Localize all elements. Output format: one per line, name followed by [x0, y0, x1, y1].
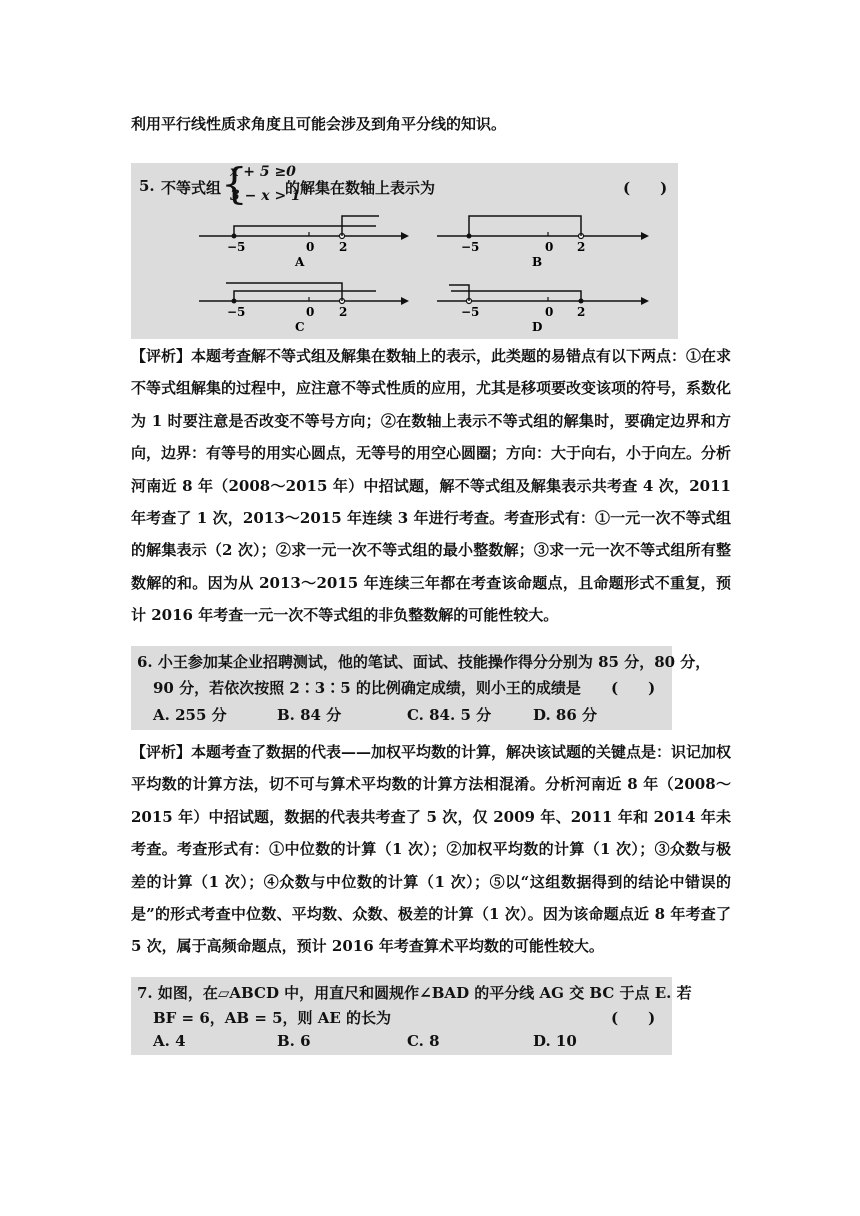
q7-line2: BF = 6，AB = 5，则 AE 的长为 — [153, 1009, 392, 1027]
option-label-d: D — [532, 320, 543, 334]
q6-answer-bracket: ( ) — [611, 679, 656, 697]
q5-brace: { — [221, 159, 248, 208]
q7-line1: 7. 如图，在▱ABCD 中，用直尺和圆规作∠BAD 的平分线 AG 交 BC 于点 E. 若 — [137, 984, 692, 1002]
q5-answer-bracket: ( ) — [623, 179, 668, 197]
q6-line2: 90 分，若依次按照 2∶3∶5 的比例确定成绩，则小王的成绩是 — [153, 679, 581, 697]
q6-option-d: D. 86 分 — [533, 706, 598, 724]
q7-option-a: A. 4 — [153, 1032, 186, 1050]
tick-label-2: 2 — [339, 305, 348, 319]
tick-label-neg5: −5 — [227, 240, 246, 254]
tick-label-2: 2 — [577, 240, 586, 254]
number-line-option-d — [437, 285, 649, 334]
option-label-c: C — [295, 320, 305, 334]
question-6-box — [131, 646, 711, 730]
q6-line1: 6. 小王参加某企业招聘测试，他的笔试、面试、技能操作得分分别为 85 分，80 分， — [137, 653, 711, 671]
q6-option-a: A. 255 分 — [153, 706, 227, 724]
question-7-box — [131, 977, 692, 1055]
q6-option-b: B. 84 分 — [277, 706, 342, 724]
number-line-option-b — [437, 216, 649, 269]
question-5-box — [131, 159, 678, 339]
tick-label-0: 0 — [545, 240, 554, 254]
tick-label-0: 0 — [306, 305, 315, 319]
q5-prompt-after: 的解集在数轴上表示为 — [285, 179, 436, 197]
number-line-option-a — [199, 216, 409, 269]
intro-text: 利用平行线性质求角度且可能会涉及到角平分线的知识。 — [131, 115, 507, 133]
tick-label-2: 2 — [577, 305, 586, 319]
q5-system-line1: x + 5 ≥0 — [230, 164, 296, 180]
tick-label-neg5: −5 — [461, 240, 480, 254]
q5-number: 5. — [139, 177, 155, 195]
option-label-b: B — [532, 255, 543, 269]
tick-label-0: 0 — [545, 305, 554, 319]
q7-answer-bracket: ( ) — [611, 1009, 656, 1027]
q5-number-lines — [131, 159, 678, 339]
tick-label-neg5: −5 — [461, 305, 480, 319]
q5-analysis: 【评析】本题考查解不等式组及解集在数轴上的表示，此类题的易错点有以下两点：①在求不等式组解集的过程中，应注意不等式性质的应用，尤其是移项要改变该项的符号，系数化为 1 时要注意是否改变不等号方向；②在数轴上表示不等式组的解集时，要确定边界和方向，边界：有等号的用实心圆点，无等号的用空心圆圈；方向：大于向右，小于向左。分析河南近 8 年（2008～2015 年）中招试题，解不等式组及解集表示共考查 4 次，2011 年考查了 1 次，2013～2015 年连续 3 年进行考查。考查形式有：①一元一次不等式组的解集表示（2 次）；②求一元一次不等式组的最小整数解；③求一元一次不等式组所有整数解的和。因为从 2013～2015 年连续三年都在考查该命题点，且命题形式不重复，预计 2016 年考查一元一次不等式组的非负整数解的可能性较大。 — [131, 347, 732, 625]
q7-option-b: B. 6 — [277, 1032, 311, 1050]
tick-label-2: 2 — [339, 240, 348, 254]
tick-label-0: 0 — [306, 240, 315, 254]
tick-label-neg5: −5 — [227, 305, 246, 319]
q6-analysis: 【评析】本题考查了数据的代表——加权平均数的计算，解决该试题的关键点是：识记加权平均数的计算方法，切不可与算术平均数的计算方法相混淆。分析河南近 8 年（2008～2015 年）中招试题，数据的代表共考查了 5 次，仅 2009 年、2011 年和 2014 年未考查。考查形式有：①中位数的计算（1 次）；②加权平均数的计算（1 次）；③众数与极差的计算（1 次）；④众数与中位数的计算（1 次）；⑤以“这组数据得到的结论中错误的是”的形式考查中位数、平均数、众数、极差的计算（1 次）。因为该命题点近 8 年考查了 5 次，属于高频命题点，预计 2016 年考查算术平均数的可能性较大。 — [131, 743, 732, 956]
q6-option-c: C. 84. 5 分 — [407, 706, 492, 724]
number-line-option-c — [199, 283, 409, 334]
q7-option-c: C. 8 — [407, 1032, 440, 1050]
q5-system-line2: 3 − x > 1 — [230, 188, 301, 204]
option-label-a: A — [295, 255, 305, 269]
q5-prompt-before: 不等式组 — [161, 179, 222, 197]
q7-option-d: D. 10 — [533, 1032, 577, 1050]
